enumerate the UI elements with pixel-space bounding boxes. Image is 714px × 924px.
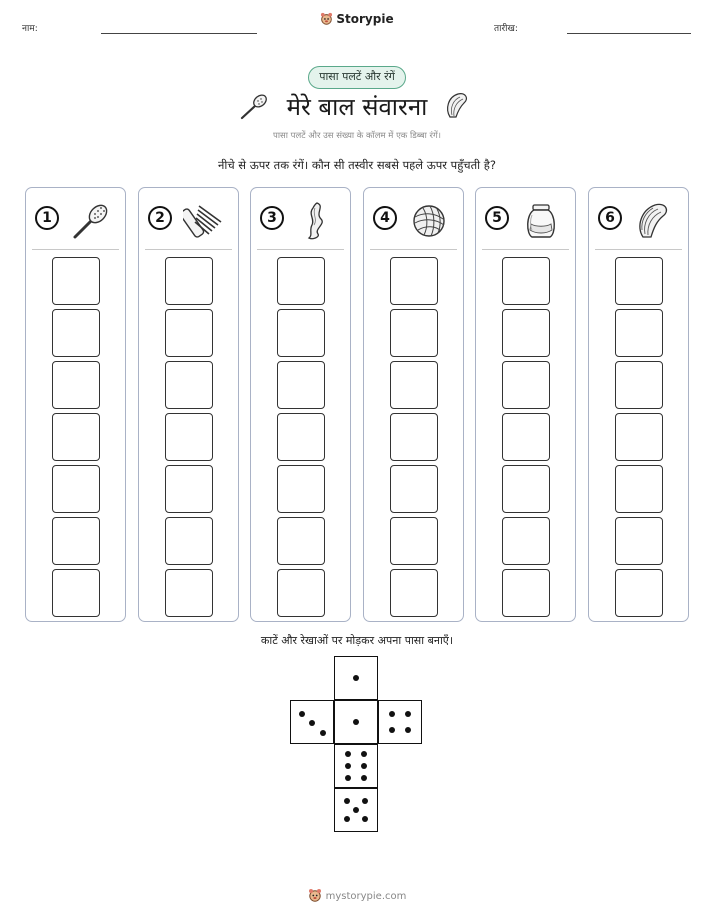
dice-pip <box>353 807 359 813</box>
color-box[interactable] <box>165 361 213 409</box>
color-box[interactable] <box>615 413 663 461</box>
dice-pip <box>345 751 351 757</box>
color-box[interactable] <box>277 361 325 409</box>
color-box[interactable] <box>390 413 438 461</box>
dice-face-1 <box>334 700 378 744</box>
color-box[interactable] <box>502 361 550 409</box>
dice-pip <box>344 816 350 822</box>
name-label: नाम: <box>22 24 38 34</box>
storypie-logo-icon <box>320 12 333 25</box>
dice-column-6 <box>588 187 689 622</box>
color-box[interactable] <box>502 465 550 513</box>
color-box[interactable] <box>615 569 663 617</box>
color-box[interactable] <box>390 517 438 565</box>
yarn-ball-icon <box>408 200 450 242</box>
comb-icon <box>183 200 225 242</box>
column-divider <box>595 249 682 250</box>
color-box[interactable] <box>615 309 663 357</box>
date-field-line[interactable] <box>567 33 691 34</box>
dice-pip <box>353 675 359 681</box>
column-divider <box>145 249 232 250</box>
color-box[interactable] <box>52 257 100 305</box>
column-number: 6 <box>598 206 622 230</box>
coloring-instruction: नीचे से ऊपर तक रंगें। कौन सी तस्वीर सबसे पहले ऊपर पहुँचती है? <box>217 158 497 172</box>
dice-column-1 <box>25 187 126 622</box>
dice-pip <box>405 727 411 733</box>
color-box[interactable] <box>165 569 213 617</box>
color-box[interactable] <box>615 465 663 513</box>
hairbrush-icon <box>70 200 112 242</box>
color-box[interactable] <box>165 309 213 357</box>
color-box[interactable] <box>165 257 213 305</box>
page-title: मेरे बाल संवारना <box>286 93 428 121</box>
storypie-footer-logo-icon <box>308 888 322 902</box>
dice-face-6 <box>334 744 378 788</box>
dice-pip <box>389 711 395 717</box>
color-box[interactable] <box>502 517 550 565</box>
dice-face-1 <box>334 656 378 700</box>
column-divider <box>32 249 119 250</box>
dice-pip <box>361 775 367 781</box>
column-divider <box>370 249 457 250</box>
color-box[interactable] <box>502 413 550 461</box>
color-box[interactable] <box>390 361 438 409</box>
dice-column-3 <box>250 187 351 622</box>
column-number: 2 <box>148 206 172 230</box>
color-box[interactable] <box>502 309 550 357</box>
dice-pip <box>345 763 351 769</box>
dice-pip <box>299 711 305 717</box>
dice-face-3 <box>290 700 334 744</box>
column-number: 1 <box>35 206 59 230</box>
dice-face-5 <box>334 788 378 832</box>
color-box[interactable] <box>52 517 100 565</box>
dice-pip <box>344 798 350 804</box>
dice-pip <box>389 727 395 733</box>
color-box[interactable] <box>52 309 100 357</box>
column-number: 3 <box>260 206 284 230</box>
color-box[interactable] <box>165 413 213 461</box>
dice-pip <box>320 730 326 736</box>
color-box[interactable] <box>52 465 100 513</box>
color-box[interactable] <box>615 257 663 305</box>
color-box[interactable] <box>390 257 438 305</box>
dice-instruction: काटें और रेखाओं पर मोड़कर अपना पासा बनाएँ। <box>260 634 454 647</box>
footer-site: mystorypie.com <box>325 891 407 902</box>
dice-pip <box>362 798 368 804</box>
color-box[interactable] <box>277 413 325 461</box>
color-box[interactable] <box>615 517 663 565</box>
hair-lock-icon <box>295 200 337 242</box>
color-box[interactable] <box>52 361 100 409</box>
color-box[interactable] <box>277 309 325 357</box>
dice-pip <box>361 751 367 757</box>
color-box[interactable] <box>277 569 325 617</box>
color-box[interactable] <box>165 517 213 565</box>
footer <box>0 888 714 902</box>
name-field-line[interactable] <box>101 33 257 34</box>
dice-pip <box>309 720 315 726</box>
jar-icon <box>520 200 562 242</box>
color-box[interactable] <box>52 569 100 617</box>
dice-pip <box>362 816 368 822</box>
brand-name: Storypie <box>336 12 394 26</box>
color-box[interactable] <box>615 361 663 409</box>
color-box[interactable] <box>277 517 325 565</box>
hair-strands-icon <box>633 200 675 242</box>
color-box[interactable] <box>502 257 550 305</box>
color-box[interactable] <box>52 413 100 461</box>
activity-badge: पासा पलटें और रंगें <box>308 66 406 89</box>
subtitle: पासा पलटें और उस संख्या के कॉलम में एक डिब्बा रंगें। <box>273 131 441 141</box>
color-box[interactable] <box>390 569 438 617</box>
hair-strands-title-icon <box>442 91 472 121</box>
color-box[interactable] <box>502 569 550 617</box>
dice-net <box>290 656 424 836</box>
color-box[interactable] <box>277 465 325 513</box>
dice-pip <box>405 711 411 717</box>
column-divider <box>257 249 344 250</box>
dice-column-5 <box>475 187 576 622</box>
brand <box>0 12 714 26</box>
color-box[interactable] <box>390 309 438 357</box>
date-label: तारीख: <box>494 24 518 34</box>
dice-pip <box>345 775 351 781</box>
dice-column-2 <box>138 187 239 622</box>
column-number: 5 <box>485 206 509 230</box>
dice-pip <box>361 763 367 769</box>
color-box[interactable] <box>390 465 438 513</box>
column-number: 4 <box>373 206 397 230</box>
dice-pip <box>353 719 359 725</box>
dice-column-4 <box>363 187 464 622</box>
dice-face-4 <box>378 700 422 744</box>
color-box[interactable] <box>165 465 213 513</box>
column-divider <box>482 249 569 250</box>
color-box[interactable] <box>277 257 325 305</box>
